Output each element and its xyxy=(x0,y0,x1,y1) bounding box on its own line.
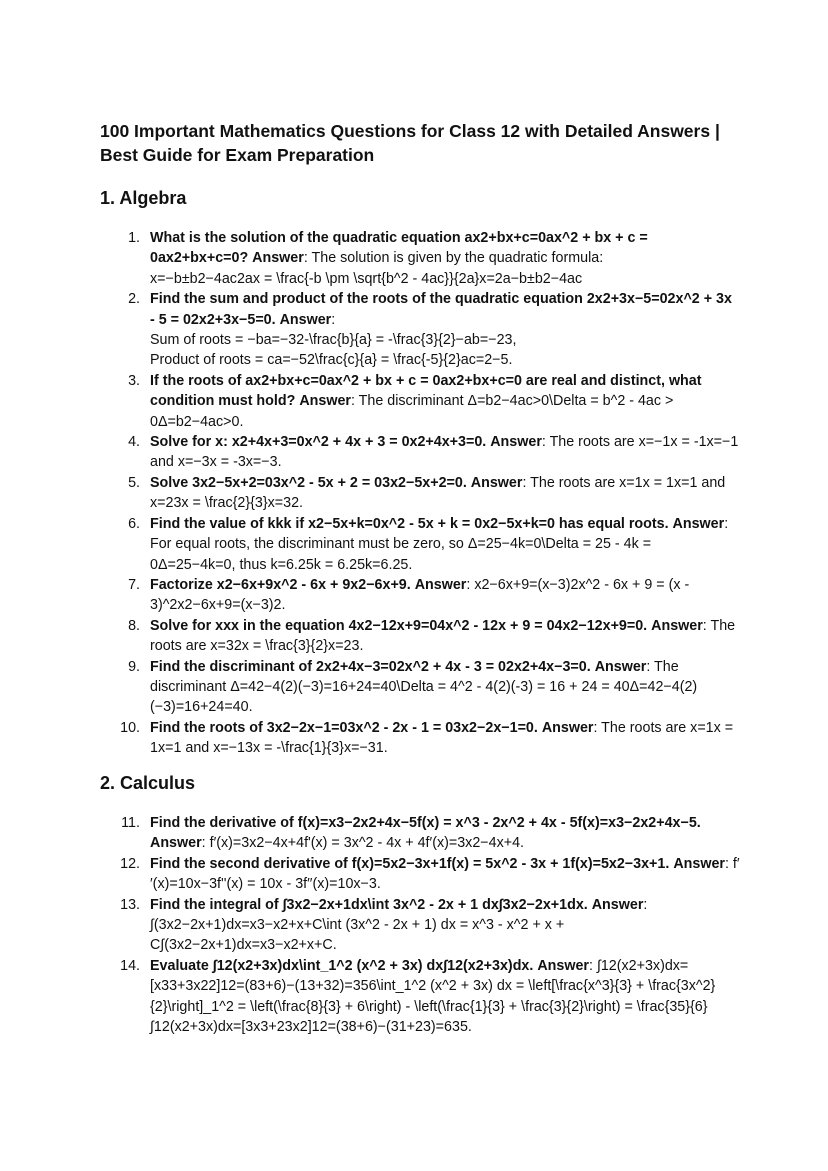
question-number: 13. xyxy=(120,896,140,913)
answer-text: : x2−6x+9=(x−3)2x^2 - 6x + 9 = (x - 3)^2x2−6x+9=(x−3)2. xyxy=(150,576,690,614)
question-item xyxy=(100,616,740,657)
question-text: Evaluate ∫12(x2+3x)dx\int_1^2 (x^2 + 3x) dx∫12(x2+3x)dx. xyxy=(150,957,534,974)
answer-text: : For equal roots, the discriminant must be zero, so Δ=25−4k=0\Delta = 25 - 4k = 0Δ=25−4k=0, thus k=6.25k = 6.25k=6.25. xyxy=(150,515,729,573)
answer-label: Answer xyxy=(299,393,351,410)
question-text: Find the sum and product of the roots of the quadratic equation 2x2+3x−5=02x^2 + 3x - 5 = 02x2+3x−5=0. xyxy=(150,291,732,328)
question-item xyxy=(100,371,740,432)
question-text: Solve 3x2−5x+2=03x^2 - 5x + 2 = 03x2−5x+2=0. xyxy=(150,474,467,491)
answer-label: Answer xyxy=(490,434,542,451)
answer-text: : f′(x)=3x2−4x+4f'(x) = 3x^2 - 4x + 4f′(x)=3x2−4x+4. xyxy=(201,835,524,852)
answer-text: : The roots are x=1x = 1x=1 and x=23x = \frac{2}{3}x=32. xyxy=(150,474,726,512)
answer-label: Answer xyxy=(470,474,523,491)
question-number: 12. xyxy=(120,855,140,872)
answer-label: Answer xyxy=(673,855,725,872)
question-number: 10. xyxy=(120,719,140,736)
question-text: Solve for x: x2+4x+3=0x^2 + 4x + 3 = 0x2+4x+3=0. xyxy=(150,434,487,451)
question-number: 6. xyxy=(128,515,140,532)
answer-line: Sum of roots = −ba=−32-\frac{b}{a} = -\frac{3}{2}−ab=−23, xyxy=(150,332,517,349)
answer-label: Answer xyxy=(414,576,467,593)
section-heading-calculus: 2. Calculus xyxy=(100,773,196,793)
question-number: 4. xyxy=(128,434,140,451)
answer-line: Product of roots = ca=−52\frac{c}{a} = \frac{-5}{2}ac=2−5. xyxy=(150,352,513,369)
question-number: 3. xyxy=(128,372,140,389)
question-number: 5. xyxy=(128,474,140,491)
answer-label: Answer xyxy=(594,658,647,675)
answer-text: : The solution is given by the quadratic formula: xyxy=(303,250,604,267)
question-text: Find the integral of ∫3x2−2x+1dx\int 3x^2 - 2x + 1 dx∫3x2−2x+1dx. xyxy=(150,896,588,913)
question-item xyxy=(100,473,740,514)
question-number: 1. xyxy=(128,230,140,246)
question-text: Find the value of kkk if x2−5x+k=0x^2 - 5x + k = 0x2−5x+k=0 has equal roots. xyxy=(150,515,669,532)
answer-label: Answer xyxy=(591,896,644,913)
algebra-question-list xyxy=(100,228,740,759)
question-number: 9. xyxy=(128,658,140,675)
answer-label: Answer xyxy=(279,311,332,328)
answer-text: : f′′(x)=10x−3f''(x) = 10x - 3f′′(x)=10x−3. xyxy=(150,855,740,893)
question-item xyxy=(100,895,740,956)
answer-label: Answer xyxy=(537,957,589,974)
section-heading-algebra: 1. Algebra xyxy=(100,188,187,208)
calculus-question-list xyxy=(100,813,740,1037)
answer-text: : The discriminant Δ=42−4(2)(−3)=16+24=40\Delta = 4^2 - 4(2)(-3) = 16 + 24 = 40Δ=42−4(2)(−3)=16+24=40. xyxy=(150,658,698,716)
question-text: Find the discriminant of 2x2+4x−3=02x^2 + 4x - 3 = 02x2+4x−3=0. xyxy=(150,658,591,675)
document-title: 100 Important Mathematics Questions for Class 12 with Detailed Answers | Best Guide for Exam Preparation xyxy=(100,121,720,165)
question-text: Solve for xxx in the equation 4x2−12x+9=04x^2 - 12x + 9 = 04x2−12x+9=0. xyxy=(150,617,648,634)
answer-line: x=−b±b2−4ac2ax = \frac{-b \pm \sqrt{b^2 - 4ac}}{2a}x=2a−b±b2−4ac xyxy=(150,270,583,287)
question-number: 14. xyxy=(120,957,140,974)
question-number: 8. xyxy=(128,617,140,634)
question-item xyxy=(100,956,740,1038)
answer-text: : ∫(3x2−2x+1)dx=x3−x2+x+C\int (3x^2 - 2x + 1) dx = x^3 - x^2 + x + C∫(3x2−2x+1)dx=x3−x2+x+C. xyxy=(150,896,648,954)
answer-label: Answer xyxy=(541,719,594,736)
question-text: Find the derivative of f(x)=x3−2x2+4x−5f(x) = x^3 - 2x^2 + 4x - 5f(x)=x3−2x2+4x−5. xyxy=(150,815,701,831)
question-text: Find the roots of 3x2−2x−1=03x^2 - 2x - 1 = 03x2−2x−1=0. xyxy=(150,719,538,736)
question-text: Factorize x2−6x+9x^2 - 6x + 9x2−6x+9. xyxy=(150,576,411,593)
question-text: What is the solution of the quadratic equation ax2+bx+c=0ax^2 + bx + c = 0ax2+bx+c=0? xyxy=(150,230,648,267)
question-text: Find the second derivative of f(x)=5x2−3x+1f(x) = 5x^2 - 3x + 1f(x)=5x2−3x+1. xyxy=(150,855,670,872)
question-item xyxy=(100,289,740,371)
answer-label: Answer xyxy=(651,617,703,634)
question-number: 11. xyxy=(121,815,140,831)
question-item xyxy=(100,432,740,473)
answer-label: Answer xyxy=(252,250,304,267)
question-item xyxy=(100,854,740,895)
answer-label: Answer xyxy=(672,515,725,532)
question-item xyxy=(100,657,740,718)
question-number: 2. xyxy=(128,291,140,308)
answer-label: Answer xyxy=(150,835,202,852)
question-text: If the roots of ax2+bx+c=0ax^2 + bx + c = 0ax2+bx+c=0 are real and distinct, what condition must hold? xyxy=(150,372,702,410)
question-item xyxy=(100,575,740,616)
question-item xyxy=(100,718,740,759)
answer-text: : The roots are x=−1x = -1x=−1 and x=−3x = -3x=−3. xyxy=(150,434,739,471)
question-number: 7. xyxy=(128,576,140,593)
question-item xyxy=(100,813,740,854)
answer-text: : The discriminant Δ=b2−4ac>0\Delta = b^2 - 4ac > 0Δ=b2−4ac>0. xyxy=(150,393,674,430)
answer-text: : ∫12(x2+3x)dx=[x33+3x22]12=(83+6)−(13+32)=356\int_1^2 (x^2 + 3x) dx = \left[\frac{x^3}{3} + \frac{3x^2}{2}\right]_1^2 = \left(\frac{8}{3} + 6\right) - \left(\frac{1}{3} + \frac{3}{2}\right) = \frac{35}{6}∫12(x2+3x)dx=[3x3+23x2]12=(38+6)−(31+23)=635. xyxy=(150,957,716,1036)
answer-text: : The roots are x=32x = \frac{3}{2}x=23. xyxy=(150,617,736,655)
question-item xyxy=(100,514,740,575)
answer-text: : The roots are x=1x = 1x=1 and x=−13x = -\frac{1}{3}x=−31. xyxy=(150,719,734,757)
question-item xyxy=(100,228,740,289)
answer-text: : xyxy=(331,311,336,328)
